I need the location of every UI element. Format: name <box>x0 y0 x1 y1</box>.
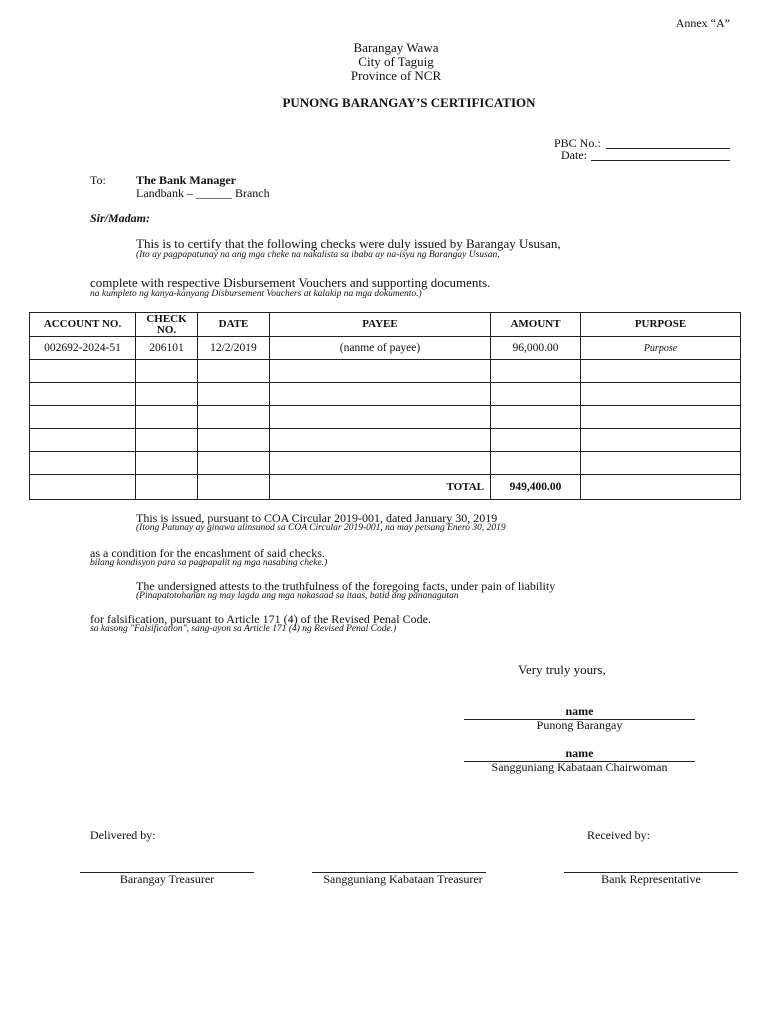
table-cell[interactable] <box>581 383 741 406</box>
certification-translation: (Ito ay pagpapatunay na ang mga cheke na nakalista sa ibaba ay na-isyu ng Barangay Ususan, <box>136 250 500 260</box>
table-cell[interactable] <box>491 383 581 406</box>
table-cell: 12/2/2019 <box>198 337 270 360</box>
table-cell[interactable] <box>30 406 136 429</box>
attestation-translation: (Pinapatotohanan ng may lagda ang mga nakasaad sa itaas, batid ang pananagutan <box>136 591 459 601</box>
barangay-name: Barangay Wawa <box>353 40 439 55</box>
table-cell: 96,000.00 <box>491 337 581 360</box>
table-cell[interactable] <box>491 452 581 475</box>
city-name: City of Taguig <box>358 54 434 69</box>
pbc-no-label: PBC No.: <box>554 136 601 150</box>
signatory-name[interactable]: name <box>464 746 695 762</box>
table-cell[interactable] <box>581 429 741 452</box>
table-cell[interactable] <box>270 429 491 452</box>
to-label: To: <box>90 173 106 187</box>
closing-text: Very truly yours, <box>518 662 606 677</box>
table-cell[interactable] <box>30 429 136 452</box>
table-cell[interactable] <box>198 406 270 429</box>
table-cell[interactable] <box>581 452 741 475</box>
table-cell[interactable] <box>136 360 198 383</box>
table-cell[interactable] <box>270 360 491 383</box>
document-header <box>0 41 768 83</box>
table-cell[interactable] <box>270 406 491 429</box>
table-cell[interactable] <box>136 452 198 475</box>
falsification-translation: sa kasong "Falsification", sang-ayon sa Article 171 (4) ng Revised Penal Code.) <box>90 624 397 634</box>
signature-title: Barangay Treasurer <box>119 872 215 886</box>
table-cell[interactable] <box>198 452 270 475</box>
table-cell: (nanme of payee) <box>270 337 491 360</box>
table-cell: 206101 <box>136 337 198 360</box>
total-value: 949,400.00 <box>491 475 581 500</box>
total-row <box>30 475 741 500</box>
table-cell[interactable] <box>198 383 270 406</box>
page-title: PUNONG BARANGAY’S CERTIFICATION <box>282 95 536 110</box>
province-name: Province of NCR <box>350 68 442 83</box>
coa-circular-text: This is issued, pursuant to COA Circular 2019-001, dated January 30, 2019 <box>136 511 498 525</box>
falsification-text: for falsification, pursuant to Article 171 (4) of the Revised Penal Code. <box>90 612 431 626</box>
table-cell: Purpose <box>581 337 741 360</box>
completeness-text: complete with respective Disbursement Vouchers and supporting documents. <box>90 275 491 290</box>
column-header: PAYEE <box>270 313 491 337</box>
addressee-name: The Bank Manager <box>136 173 237 187</box>
table-cell <box>136 475 198 500</box>
table-cell <box>581 475 741 500</box>
column-header: PURPOSE <box>581 313 741 337</box>
salutation: Sir/Madam: <box>90 211 151 225</box>
encashment-translation: bilang kondisyon para sa pagpapalit ng mga nasabing cheke.) <box>90 558 328 568</box>
certification-text: This is to certify that the following checks were duly issued by Barangay Ususan, <box>136 236 561 251</box>
received-by-label: Received by: <box>587 828 650 842</box>
column-header: AMOUNT <box>491 313 581 337</box>
table-cell[interactable] <box>136 406 198 429</box>
table-row <box>30 383 741 406</box>
table-cell[interactable] <box>491 406 581 429</box>
table-cell[interactable] <box>198 429 270 452</box>
date-label: Date: <box>561 148 587 162</box>
date-field[interactable] <box>591 148 730 161</box>
table-row <box>30 429 741 452</box>
table-cell <box>30 475 136 500</box>
signature-title: Sangguniang Kabataan Treasurer <box>323 872 483 886</box>
coa-circular-translation: (Itong Patunay ay ginawa alinsunod sa COA Circular 2019-001, na may petsang Enero 30, 2019 <box>136 523 506 533</box>
attestation-text: The undersigned attests to the truthfulness of the foregoing facts, under pain of liability <box>136 579 556 593</box>
table-row <box>30 406 741 429</box>
column-header: ACCOUNT NO. <box>30 313 136 337</box>
encashment-text: as a condition for the encashment of said checks. <box>90 546 325 560</box>
checks-table <box>29 312 741 500</box>
signature-title: Bank Representative <box>601 872 701 886</box>
total-label: TOTAL <box>270 475 491 500</box>
column-header: DATE <box>198 313 270 337</box>
signatory-title: Punong Barangay <box>536 718 623 732</box>
table-cell[interactable] <box>581 406 741 429</box>
table-row <box>30 360 741 383</box>
table-cell[interactable] <box>270 452 491 475</box>
signatory-title: Sangguniang Kabataan Chairwoman <box>491 760 668 774</box>
addressee-branch: Landbank – ______ Branch <box>136 186 270 200</box>
table-cell[interactable] <box>491 429 581 452</box>
table-cell[interactable] <box>136 429 198 452</box>
table-row <box>30 337 741 360</box>
table-cell[interactable] <box>198 360 270 383</box>
table-cell[interactable] <box>581 360 741 383</box>
table-cell: 002692-2024-51 <box>30 337 136 360</box>
signatory-name[interactable]: name <box>464 704 695 720</box>
table-cell[interactable] <box>30 452 136 475</box>
table-cell[interactable] <box>30 360 136 383</box>
delivered-by-label: Delivered by: <box>90 828 156 842</box>
completeness-translation: na kumpleto ng kanya-kanyang Disbursement Vouchers at kalakip na mga dokumento.) <box>90 289 422 299</box>
table-cell[interactable] <box>491 360 581 383</box>
table-cell[interactable] <box>270 383 491 406</box>
annex-label: Annex “A” <box>675 16 730 30</box>
table-row <box>30 452 741 475</box>
table-cell <box>198 475 270 500</box>
table-cell[interactable] <box>136 383 198 406</box>
table-cell[interactable] <box>30 383 136 406</box>
table-header-row <box>30 313 741 337</box>
column-header: CHECK NO. <box>136 313 198 337</box>
